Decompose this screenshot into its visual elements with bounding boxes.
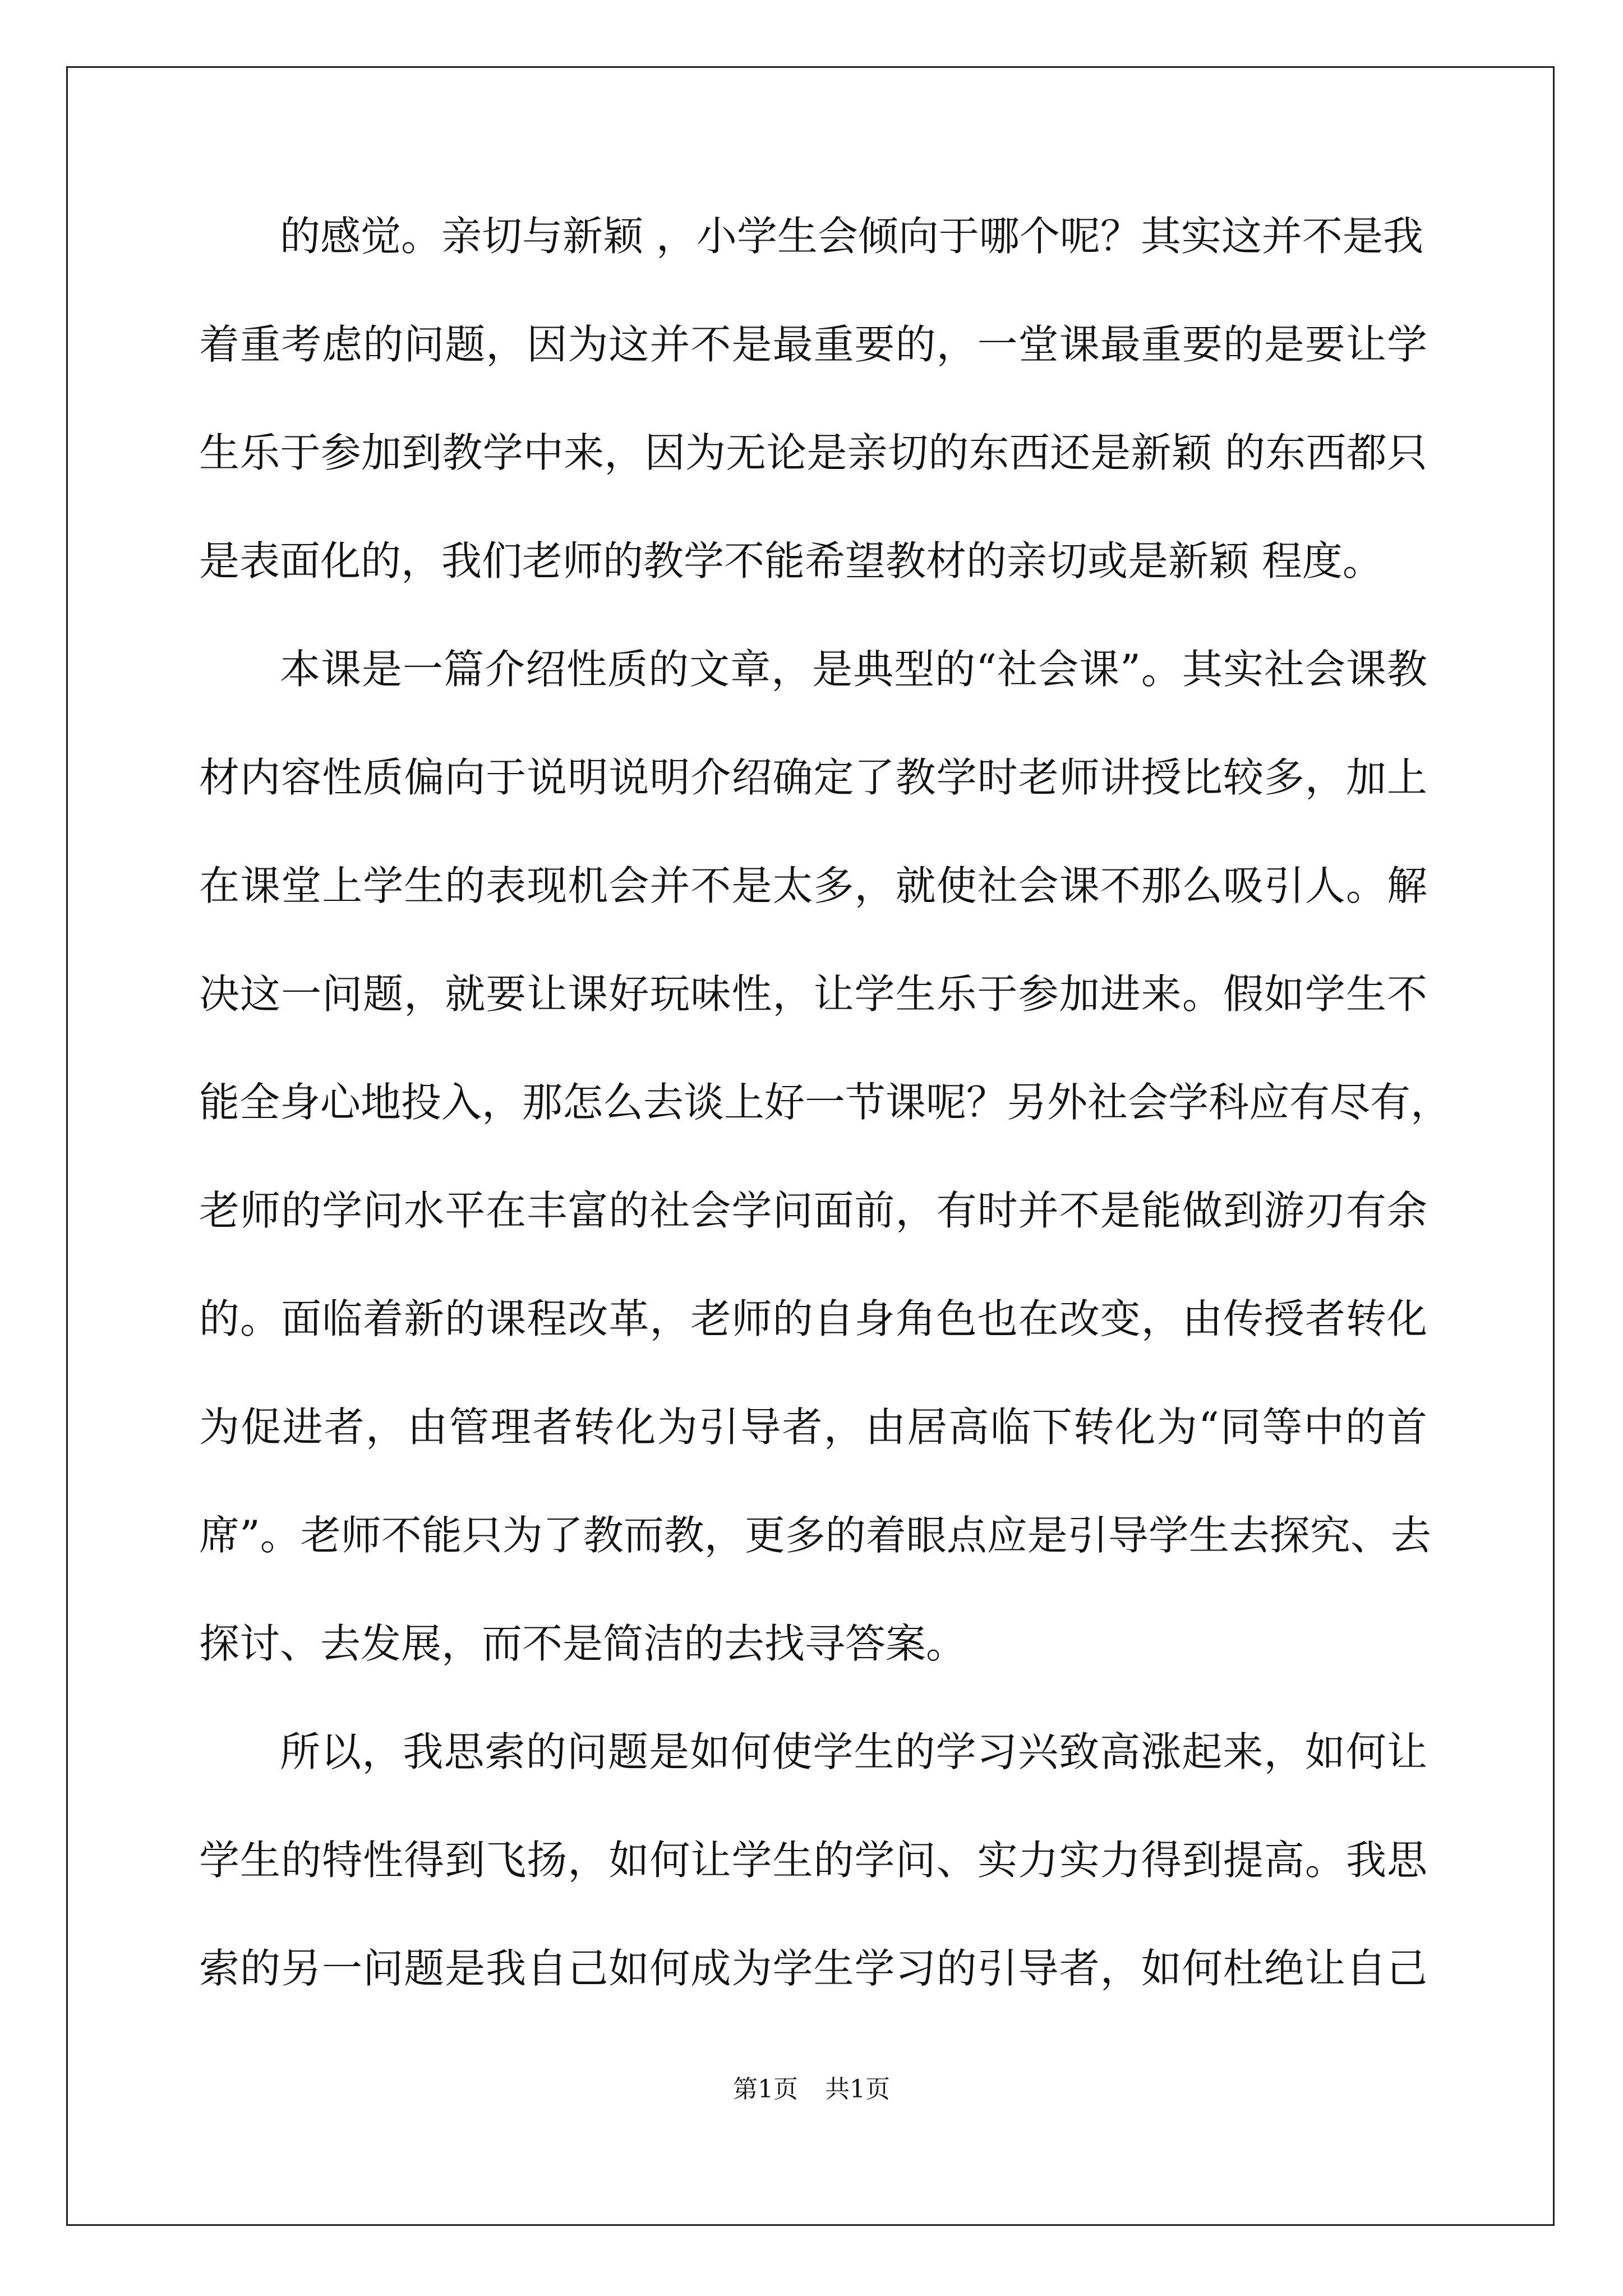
text-line: 决这一问题，就要让课好玩味性，让学生乐于参加进来。假如学生不	[199, 970, 1427, 1018]
text-line: 探讨、去发展，而不是简洁的去找寻答案。	[199, 1620, 967, 1667]
text-line: 是表面化的，我们老师的教学不能希望教材的亲切或是新颖 程度。	[199, 537, 1383, 585]
text-line: 材内容性质偏向于说明说明介绍确定了教学时老师讲授比较多，加上	[199, 754, 1427, 801]
document-body	[199, 213, 1451, 2056]
page-footer	[0, 2076, 1623, 2104]
paragraph-start-line: 所以，我思索的问题是如何使学生的学习兴致高涨起来，如何让	[280, 1728, 1427, 1775]
text-line: 为促进者，由管理者转化为引导者，由居高临下转化为“同等中的首	[199, 1404, 1427, 1451]
text-line: 着重考虑的问题，因为这并不是最重要的，一堂课最重要的是要让学	[199, 321, 1427, 368]
text-line: 生乐于参加到教学中来，因为无论是亲切的东西还是新颖 的东西都只	[199, 429, 1427, 476]
page-total: 共1页	[825, 2075, 890, 2104]
text-line: 的感觉。亲切与新颖 ，小学生会倾向于哪个呢？其实这并不是我	[280, 213, 1423, 260]
text-line: 的。面临着新的课程改革，老师的自身角色也在改变，由传授者转化	[199, 1295, 1427, 1342]
paragraph-start-line: 本课是一篇介绍性质的文章，是典型的“社会课”。其实社会课教	[280, 646, 1427, 693]
page-number: 第1页	[733, 2075, 798, 2104]
text-line: 索的另一问题是我自己如何成为学生学习的引导者，如何杜绝让自己	[199, 1945, 1427, 1992]
text-line: 能全身心地投入，那怎么去谈上好一节课呢？另外社会学科应有尽有，	[199, 1079, 1451, 1126]
text-line: 在课堂上学生的表现机会并不是太多，就使社会课不那么吸引人。解	[199, 862, 1427, 909]
text-line: 席”。老师不能只为了教而教，更多的着眼点应是引导学生去探究、去	[199, 1512, 1431, 1559]
text-line: 学生的特性得到飞扬，如何让学生的学问、实力实力得到提高。我思	[199, 1837, 1427, 1884]
text-line: 老师的学问水平在丰富的社会学问面前，有时并不是能做到游刃有余	[199, 1187, 1427, 1234]
